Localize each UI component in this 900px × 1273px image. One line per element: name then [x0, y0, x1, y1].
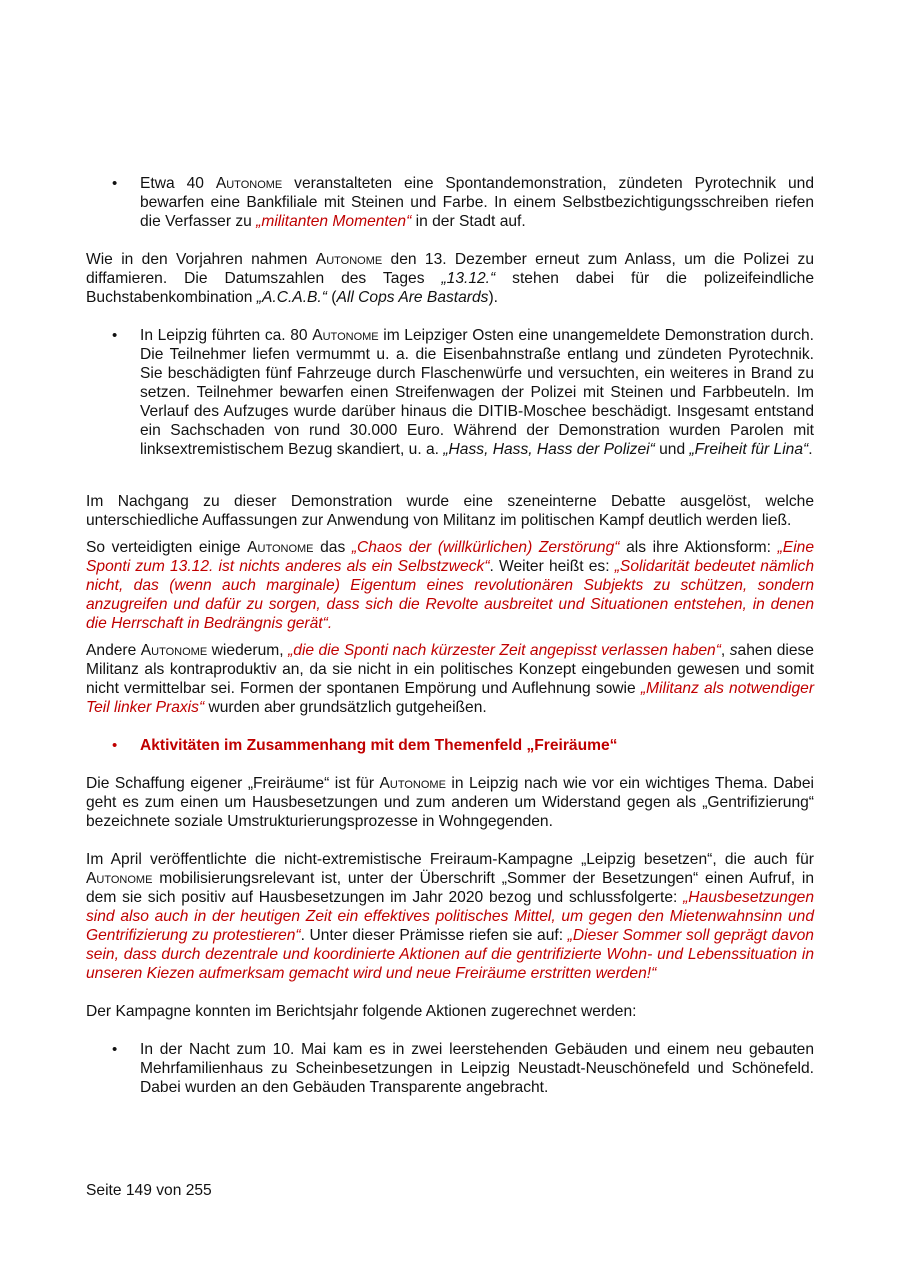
bullet-item — [86, 174, 814, 231]
page-number: Seite 149 von 255 — [86, 1182, 212, 1199]
bullet-item — [86, 326, 814, 459]
bullet-icon: • — [112, 327, 118, 344]
paragraph: So verteidigten einige Autonome das „Chaos der (willkürlichen) Zerstörung“ als ihre Aktionsform: „Eine Sponti zum 13.12. ist nichts anderes als ein Selbstzweck“. Weiter heißt es: „Solidarität bedeutet nämlich nicht, das (wenn auch marginale) Eigentum eines revolutionären Subjekts zu schützen, sondern anzugreifen und dafür zu sorgen, dass sich die Revolte ausbreitet und Situationen entstehen, in denen die Herrschaft in Bedrängnis gerät“. — [86, 539, 814, 632]
paragraph: In Leipzig führten ca. 80 Autonome im Leipziger Osten eine unangemeldete Demonstration durch. Die Teilnehmer liefen vermummt u. a. die Eisenbahnstraße entlang und zündeten Pyrotechnik. Sie beschädigten fünf Fahrzeuge durch Flaschenwürfe und versuchten, ein weiteres in Brand zu setzen. Teilnehmer bewarfen einen Streifenwagen der Polizei mit Steinen und Farbbeuteln. Im Verlauf des Aufzuges wurde darüber hinaus die DITIB-Moschee beschädigt. Insgesamt entstand ein Sachschaden von rund 30.000 Euro. Während der Demonstration wurden Parolen mit linksextremistischem Bezug skandiert, u. a. „Hass, Hass, Hass der Polizei“ und „Freiheit für Lina“. — [140, 327, 815, 458]
paragraph: Die Schaffung eigener „Freiräume“ ist für Autonome in Leipzig nach wie vor ein wichtiges Thema. Dabei geht es zum einen um Hausbesetzungen und zum anderen um Widerstand gegen als „Gentrifizierung“ bezeichnete soziale Umstrukturierungsprozesse in Wohngegenden. — [86, 775, 814, 830]
section-heading: • Aktivitäten im Zusammenhang mit dem Themenfeld „Freiräume“ — [112, 737, 618, 754]
paragraph: In der Nacht zum 10. Mai kam es in zwei leerstehenden Gebäuden und einem neu gebauten Mehrfamilienhaus zu Scheinbesetzungen in Leipzig Neustadt-Neuschönefeld und Schönefeld. Dabei wurden an den Gebäuden Transparente angebracht. — [140, 1041, 814, 1096]
paragraph: Im Nachgang zu dieser Demonstration wurde eine szeneinterne Debatte ausgelöst, welche unterschiedliche Auffassungen zur Anwendung von Militanz im politischen Kampf deutlich werden ließ. — [86, 493, 814, 529]
paragraph: Der Kampagne konnten im Berichtsjahr folgende Aktionen zugerechnet werden: — [86, 1003, 637, 1020]
bullet-icon: • — [112, 737, 118, 754]
paragraph: Wie in den Vorjahren nahmen Autonome den 13. Dezember erneut zum Anlass, um die Polizei zu diffamieren. Die Datumszahlen des Tages „13.12.“ stehen dabei für die polizeifeindliche Buchstabenkombination „A.C.A.B.“ (All Cops Are Bastards). — [86, 251, 815, 306]
bullet-icon: • — [112, 175, 118, 192]
document-body — [86, 174, 814, 1097]
bullet-item — [86, 1040, 814, 1097]
paragraph: Im April veröffentlichte die nicht-extremistische Freiraum-Kampagne „Leipzig besetzen“, die auch für Autonome mobilisierungsrelevant ist, unter der Überschrift „Sommer der Besetzungen“ einen Aufruf, in dem sie sich positiv auf Hausbesetzungen im Jahr 2020 bezog und schlussfolgerte: „Hausbesetzungen sind also auch in der heutigen Zeit ein effektives politisches Mittel, um gegen den Mietenwahnsinn und Gentrifizierung zu protestieren“. Unter dieser Prämisse riefen sie auf: „Dieser Sommer soll geprägt davon sein, dass durch dezentrale und koordinierte Aktionen auf die gentrifizierte Wohn- und Lebenssituation in unseren Kiezen aufmerksam gemacht wird und neue Freiräume erstritten werden!“ — [86, 851, 814, 982]
paragraph: Andere Autonome wiederum, „die die Sponti nach kürzester Zeit angepisst verlassen haben“, sahen diese Militanz als kontraproduktiv an, da sie nicht in ein politisches Konzept eingebunden gewesen und somit nicht vermittelbar sei. Formen der spontanen Empörung und Auflehnung sowie „Militanz als notwendiger Teil linker Praxis“ wurden aber grundsätzlich gutgeheißen. — [86, 642, 815, 716]
paragraph: Etwa 40 Autonome veranstalteten eine Spontandemonstration, zündeten Pyrotechnik und bewarfen eine Bankfiliale mit Steinen und Farbe. In einem Selbstbezichtigungsschreiben riefen die Verfasser zu „militanten Momenten“ in der Stadt auf. — [140, 175, 814, 230]
bullet-icon: • — [112, 1041, 118, 1058]
